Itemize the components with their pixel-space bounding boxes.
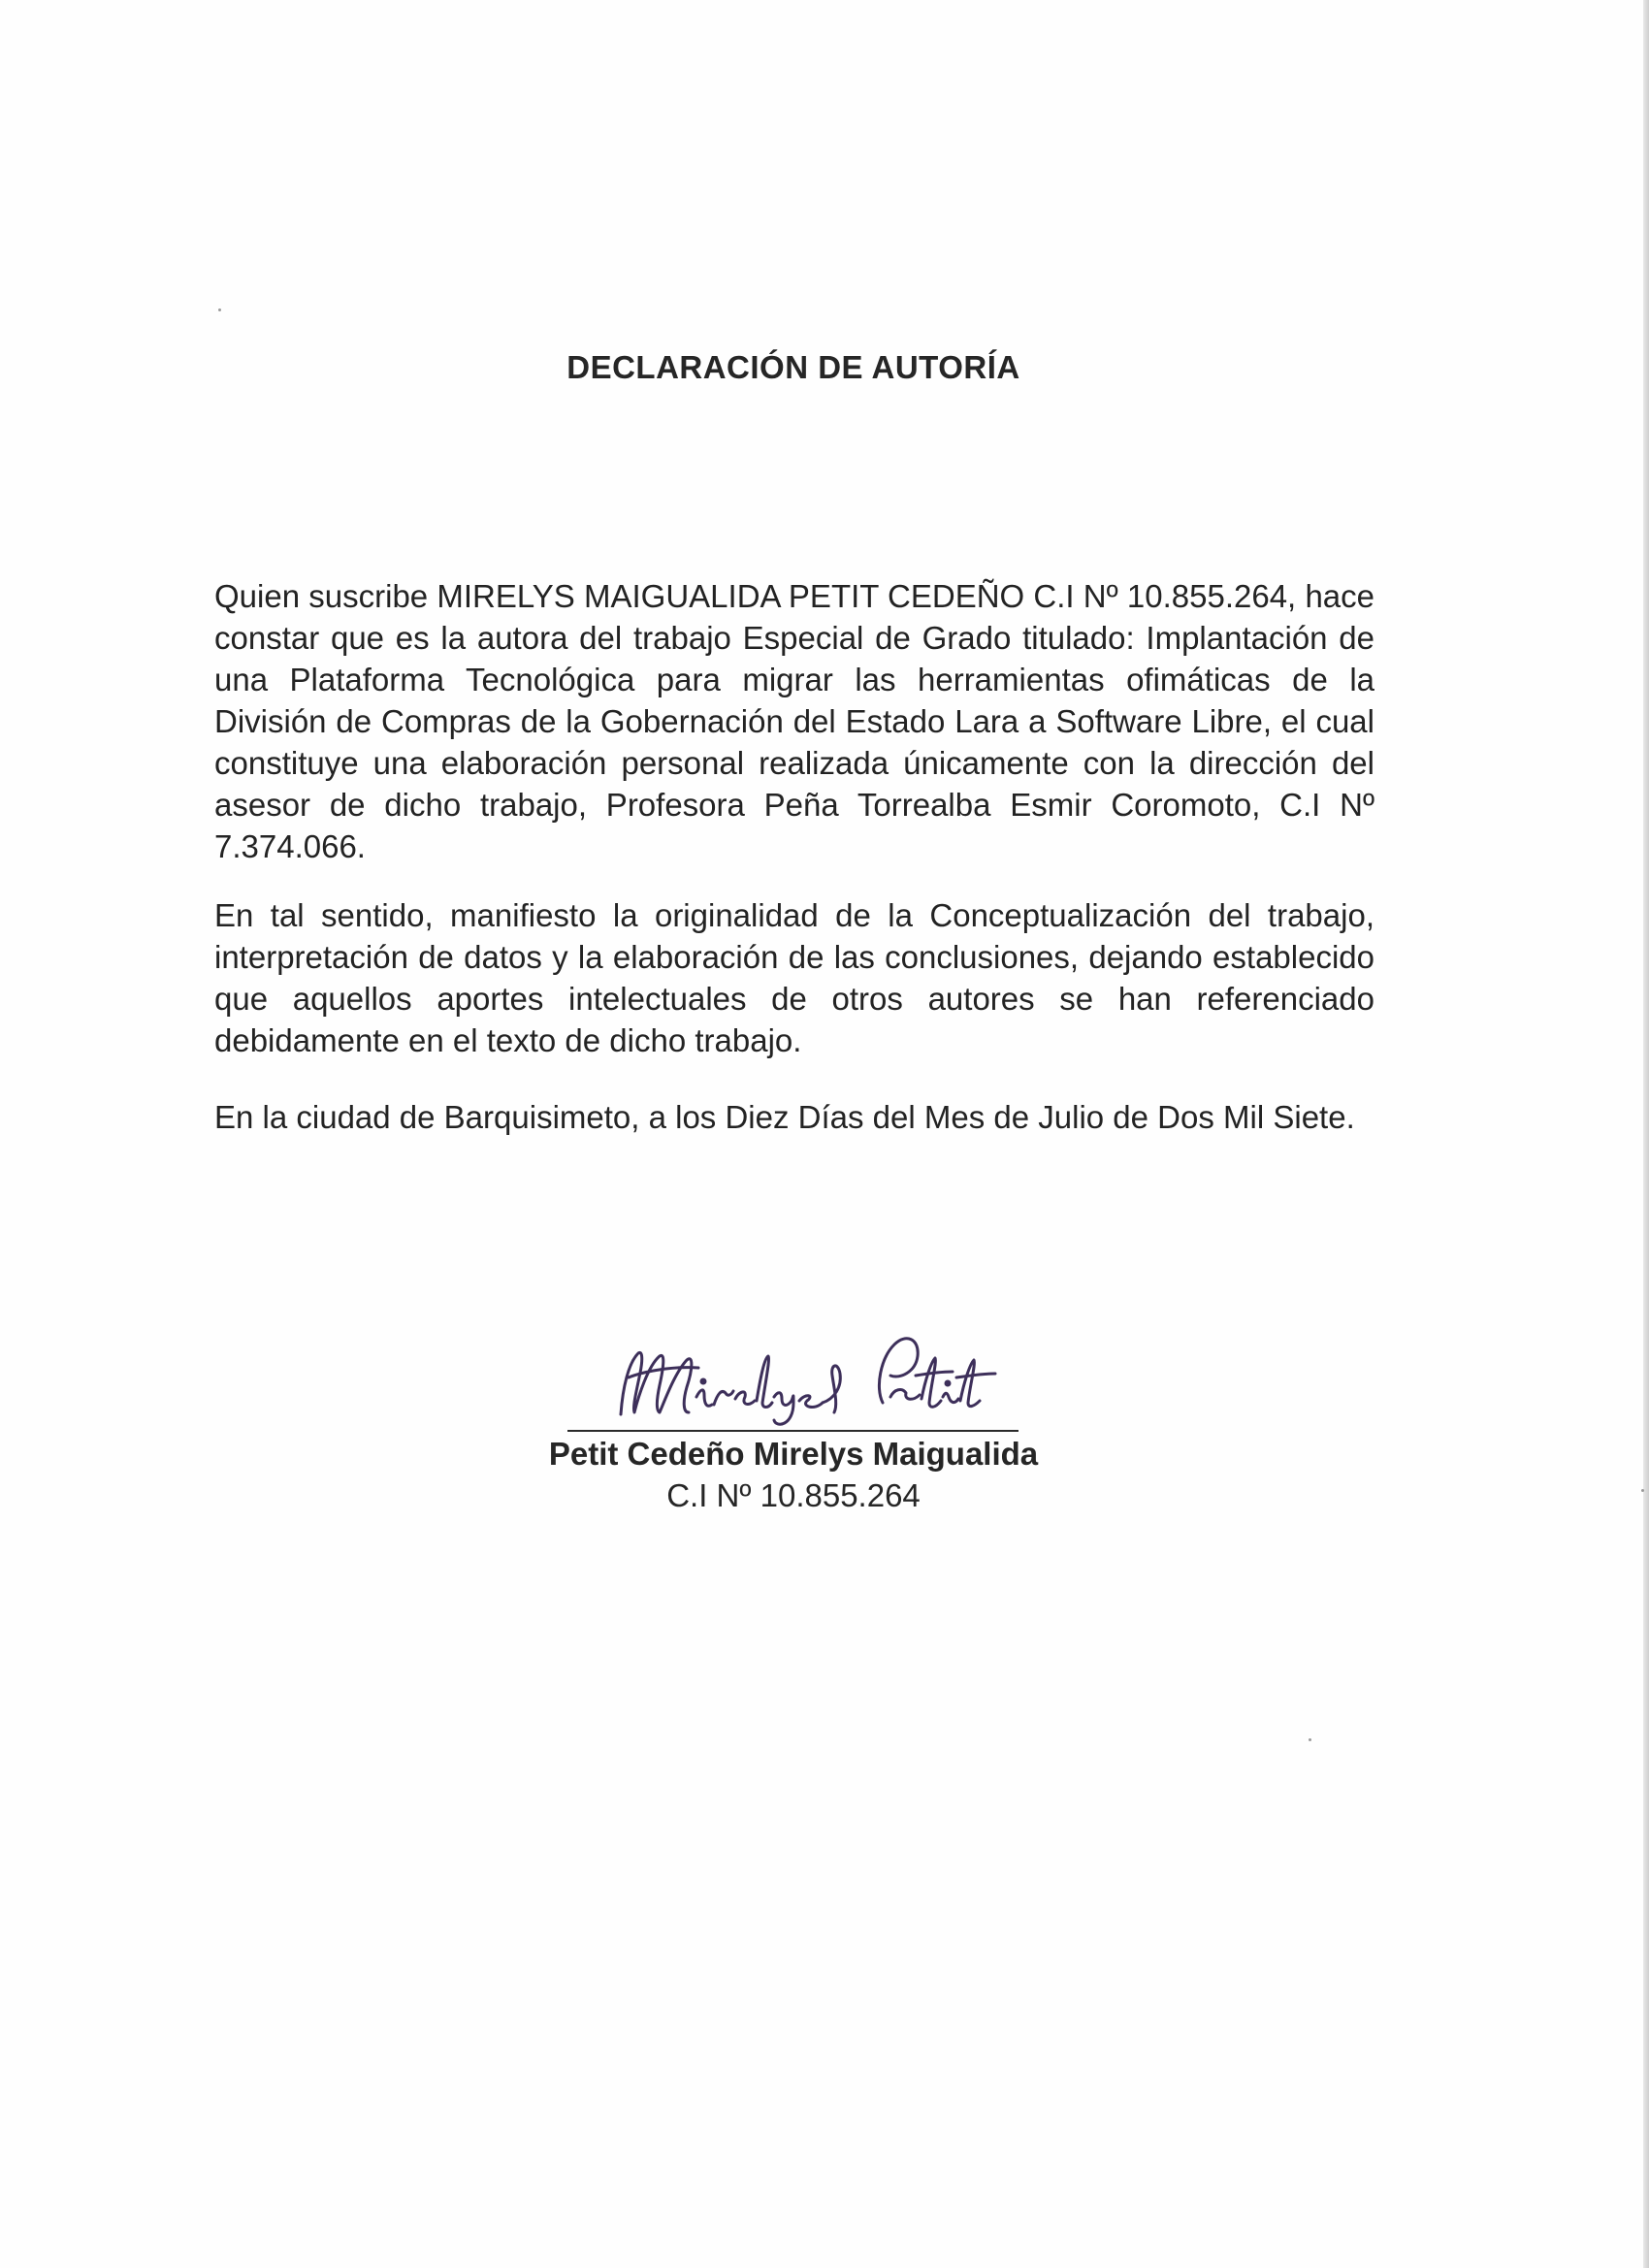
signer-name: Petit Cedeño Mirelys Maigualida <box>548 1436 1039 1472</box>
paragraph-originality: En tal sentido, manifiesto la originalidad de la Conceptualización del trabajo, interpretación de datos y la elaboración de las conclusiones, dejando establecido que aquellos aportes intelectuales de otros autores se han referenciado debidamente en el texto de dicho trabajo. <box>214 897 1374 1058</box>
signature-line <box>567 1430 1018 1432</box>
scan-speck <box>1641 1489 1644 1492</box>
handwritten-signature <box>514 1319 1077 1426</box>
paragraph-declaration: Quien suscribe MIRELYS MAIGUALIDA PETIT CEDEÑO C.I Nº 10.855.264, hace constar que es la autora del trabajo Especial de Grado titulado: Implantación de una Plataforma Tecnológica para migrar las herramientas ofimáticas de la División de Compras de la Gobernación del Estado Lara a Software Libre, el cual constituye una elaboración personal realizada únicamente con la dirección del asesor de dicho trabajo, Profesora Peña Torrealba Esmir Coromoto, C.I Nº 7.374.066. <box>214 578 1374 864</box>
scan-edge-shadow <box>1643 0 1649 2268</box>
paragraph-place-date: En la ciudad de Barquisimeto, a los Diez Días del Mes de Julio de Dos Mil Siete. <box>214 1099 1355 1135</box>
scan-speck <box>1309 1738 1311 1741</box>
scan-speck <box>218 308 221 311</box>
signer-id-number: C.I Nº 10.855.264 <box>666 1477 921 1513</box>
document-title: DECLARACIÓN DE AUTORÍA <box>566 349 1020 385</box>
